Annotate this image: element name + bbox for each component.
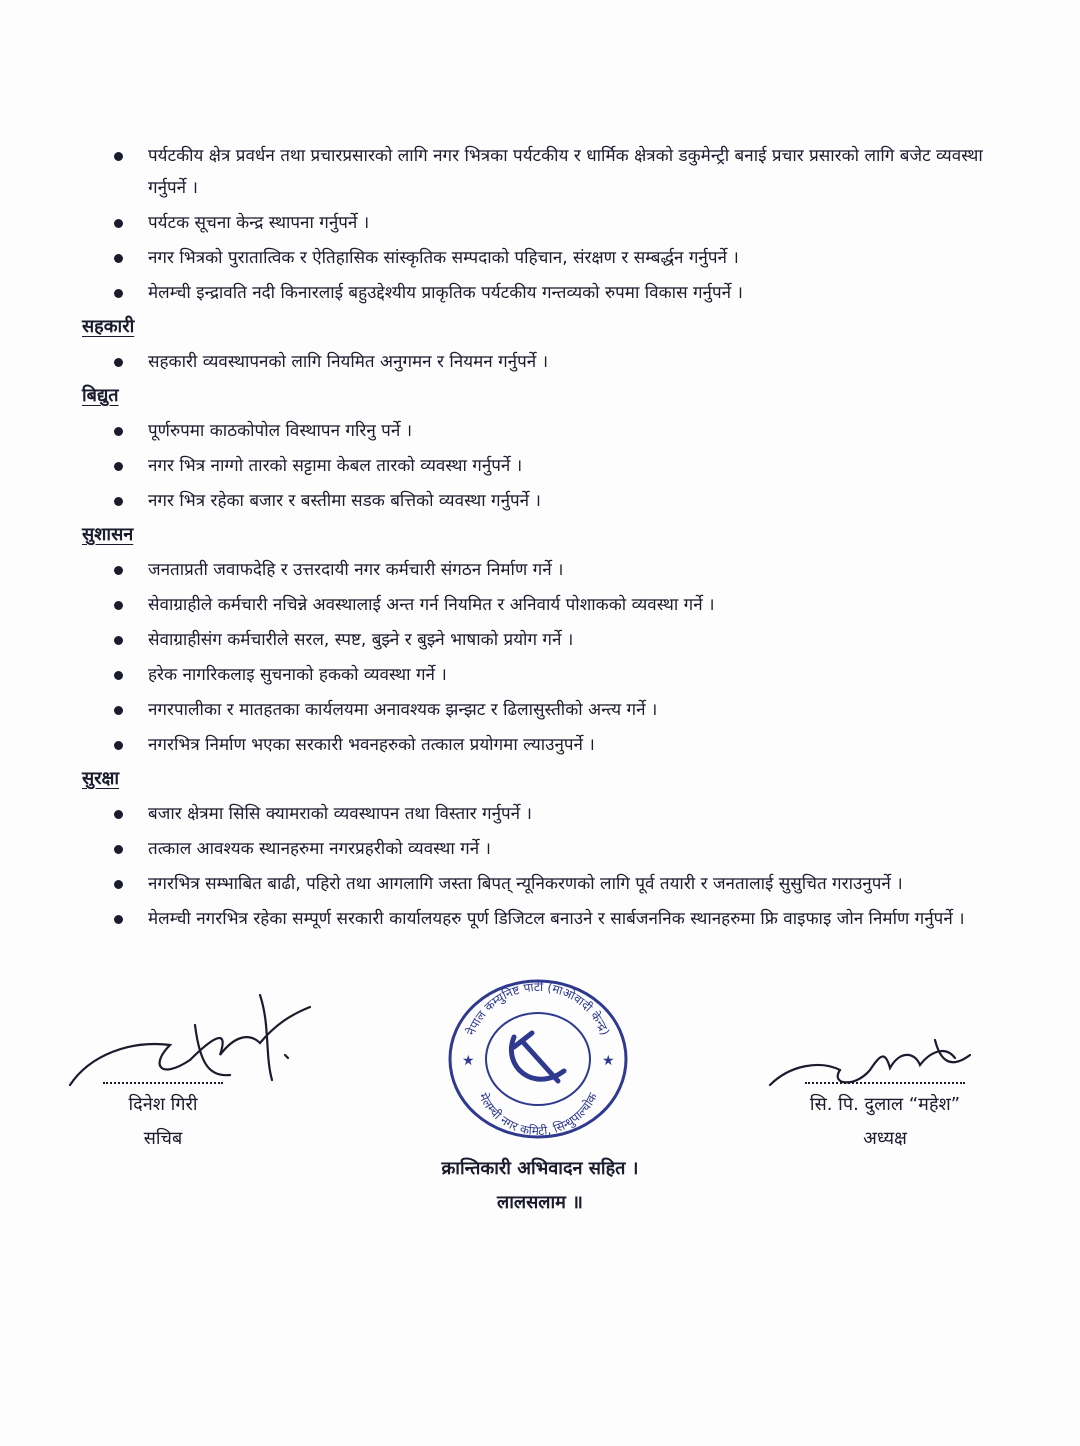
signatory-name: सि. पि. दुलाल “महेश” (809, 1094, 961, 1115)
list-item: नगर भित्रको पुरातात्विक र ऐतिहासिक सांस्कृतिक सम्पदाको पहिचान, संरक्षण र सम्बर्द्धन गर्नुपर्ने । (78, 242, 998, 274)
list-item: बजार क्षेत्रमा सिसि क्यामराको व्यवस्थापन तथा विस्तार गर्नुपर्ने । (78, 798, 998, 830)
bullet-icon (114, 671, 123, 680)
list-item: नगर भित्र रहेका बजार र बस्तीमा सडक बत्तिको व्यवस्था गर्नुपर्ने । (78, 485, 998, 517)
signature-block-president (770, 1082, 1000, 1156)
bullet-icon (114, 845, 123, 854)
bullet-icon (114, 636, 123, 645)
list-item: नगरभित्र सम्भाबित बाढी, पहिरो तथा आगलागि जस्ता बिपत् न्यूनिकरणको लागि पूर्व तयारी र जनतालाई सुसुचित गराउनुपर्ने । (78, 868, 998, 900)
list-item: सेवाग्राहीले कर्मचारी नचिन्ने अवस्थालाई अन्त गर्न नियमित र अनिवार्य पोशाकको व्यवस्था गर्ने । (78, 589, 998, 621)
section-electricity-list (78, 415, 998, 517)
section-tourism-list (78, 140, 998, 309)
list-item: जनताप्रती जवाफदेहि र उत्तरदायी नगर कर्मचारी संगठन निर्माण गर्ने । (78, 554, 998, 586)
hammer-sickle-icon (511, 1033, 564, 1081)
signature-scribble-left (60, 985, 350, 1095)
bullet-icon (114, 427, 123, 436)
section-heading-governance: सुशासन (82, 524, 134, 545)
closing-salutation (0, 1152, 1080, 1220)
seal-top-text: नेपाल कम्युनिष्ट पार्टी (माओवादी केन्द्र) (463, 979, 613, 1038)
star-icon: ★ (462, 1053, 475, 1069)
signatory-name: दिनेश गिरी (128, 1094, 198, 1115)
list-item: मेलम्ची इन्द्रावति नदी किनारलाई बहुउद्देश्यीय प्राकृतिक पर्यटकीय गन्तव्यको रुपमा विकास गर्नुपर्ने । (78, 277, 998, 309)
bullet-icon (114, 566, 123, 575)
list-item: पूर्णरुपमा काठकोपोल विस्थापन गरिनु पर्ने । (78, 415, 998, 447)
star-icon: ★ (602, 1053, 615, 1069)
list-item: हरेक नागरिकलाइ सुचनाको हकको व्यवस्था गर्ने । (78, 659, 998, 691)
section-heading-cooperative: सहकारी (82, 316, 135, 337)
list-item: नगरपालीका र मातहतका कार्यलयमा अनावश्यक झन्झट र ढिलासुस्तीको अन्त्य गर्ने । (78, 694, 998, 726)
bullet-icon (114, 497, 123, 506)
signature-line (805, 1082, 965, 1084)
signatory-title: अध्यक्ष (863, 1128, 907, 1149)
bullet-icon (114, 706, 123, 715)
closing-line-1: क्रान्तिकारी अभिवादन सहित । (441, 1158, 639, 1179)
bullet-icon (114, 462, 123, 471)
section-security-list (78, 798, 998, 935)
list-item: नगरभित्र निर्माण भएका सरकारी भवनहरुको तत्काल प्रयोगमा ल्याउनुपर्ने । (78, 729, 998, 761)
section-heading-security: सुरक्षा (82, 768, 120, 789)
bullet-icon (114, 358, 123, 367)
bullet-icon (114, 915, 123, 924)
list-item: मेलम्ची नगरभित्र रहेका सम्पूर्ण सरकारी कार्यालयहरु पूर्ण डिजिटल बनाउने र सार्बजननिक स्थानहरुमा फ्रि वाइफाइ जोन निर्माण गर्नुपर्ने । (78, 903, 998, 935)
bullet-icon (114, 810, 123, 819)
list-item: सेवाग्राहीसंग कर्मचारीले सरल, स्पष्ट, बुझ्ने र बुझ्ने भाषाको प्रयोग गर्ने । (78, 624, 998, 656)
document-body (78, 140, 998, 938)
signatory-title: सचिब (143, 1128, 183, 1149)
list-item: पर्यटक सूचना केन्द्र स्थापना गर्नुपर्ने । (78, 207, 998, 239)
closing-line-2: लालसलाम ॥ (497, 1192, 583, 1213)
section-cooperative-list (78, 346, 998, 378)
bullet-icon (114, 219, 123, 228)
section-heading-electricity: बिद्युत (82, 385, 119, 406)
list-item: तत्काल आवश्यक स्थानहरुमा नगरप्रहरीको व्यवस्था गर्ने । (78, 833, 998, 865)
list-item: सहकारी व्यवस्थापनको लागि नियमित अनुगमन र नियमन गर्नुपर्ने । (78, 346, 998, 378)
seal-bottom-text: मेलम्ची नगर कमिटी, सिन्धुपाल्चोक (476, 1090, 600, 1139)
bullet-icon (114, 741, 123, 750)
bullet-icon (114, 254, 123, 263)
list-item: पर्यटकीय क्षेत्र प्रवर्धन तथा प्रचारप्रसारको लागि नगर भित्रका पर्यटकीय र धार्मिक क्षेत्रको डकुमेन्ट्री बनाई प्रचार प्रसारको लागि बजेट व्यवस्था गर्नुपर्ने । (78, 140, 998, 204)
bullet-icon (114, 289, 123, 298)
signature-line (103, 1082, 223, 1084)
bullet-icon (114, 601, 123, 610)
signature-block-secretary (78, 1082, 248, 1156)
party-seal (442, 975, 634, 1143)
section-governance-list (78, 554, 998, 761)
list-item: नगर भित्र नाग्गो तारको सट्टामा केबल तारको व्यवस्था गर्नुपर्ने । (78, 450, 998, 482)
bullet-icon (114, 880, 123, 889)
bullet-icon (114, 152, 123, 161)
